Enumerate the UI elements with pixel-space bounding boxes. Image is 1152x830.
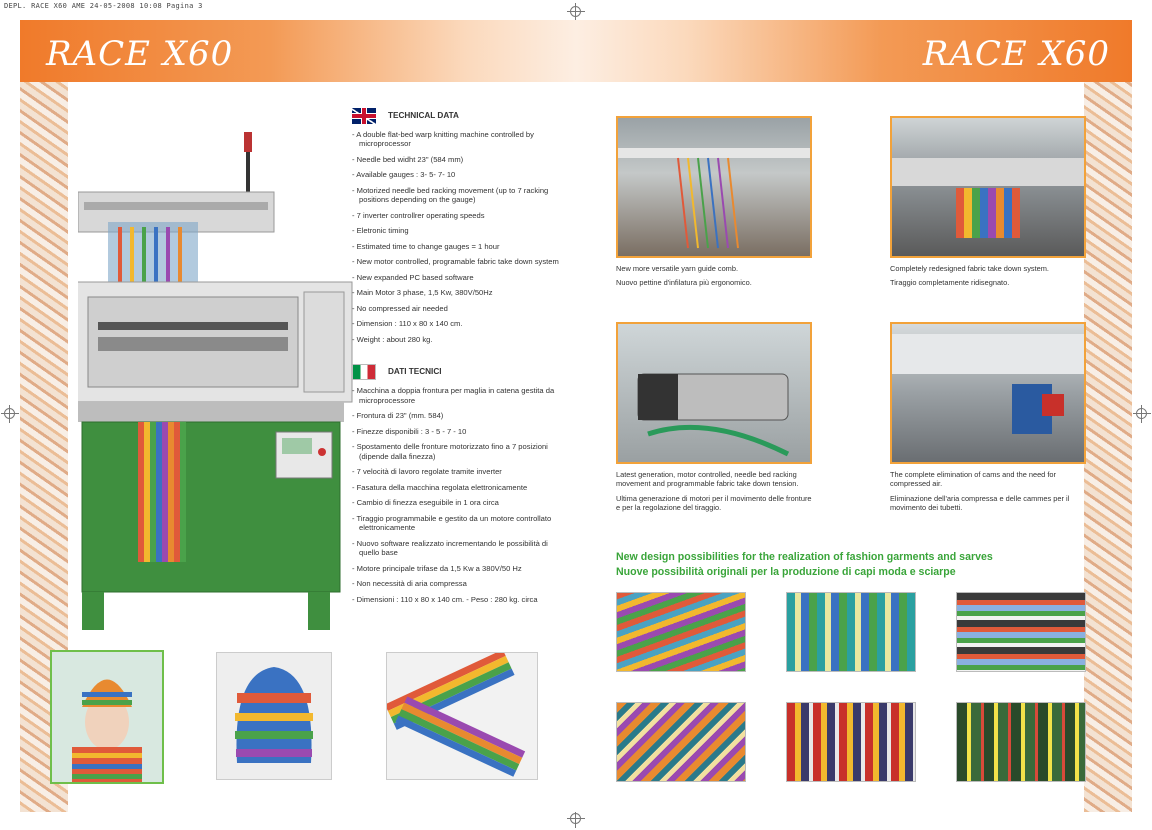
striped-scarf-illustration [387,653,537,779]
list-item: - Spostamento delle fronture motorizzato fino a 7 posizioni (dipende dalla finezza) [352,442,548,461]
striped-hat-illustration [217,653,331,779]
fabric-swatch [956,592,1086,672]
uk-flag-icon [352,108,376,124]
yarn-comb-illustration [618,118,810,256]
list-item: - New expanded PC based software [352,272,474,282]
technical-data-heading [352,108,568,124]
list-item: - Fasatura della macchina regolata elettronicamente [352,482,528,492]
caption-en: New more versatile yarn guide comb. [616,264,738,273]
registration-mark-top [567,3,585,21]
list-item: - New motor controlled, programable fabric take down system [352,257,559,267]
dati-tecnici-list [352,386,568,604]
caption-en: Latest generation, motor controlled, needle bed racking movement and programmable fabric take down tension. [616,470,799,489]
list-item: - Available gauges : 3- 5- 7- 10 [352,170,456,180]
list-item: - Main Motor 3 phase, 1,5 Kw, 380V/50Hz [352,288,493,298]
list-item: - Finezze disponibili : 3 - 5 - 7 - 10 [352,426,467,436]
right-page [576,20,1132,812]
list-item: - Non necessità di aria compressa [352,579,467,589]
yarn-guide-comb-photo [616,116,812,258]
brand-title-right: RACE X60 [922,34,1110,74]
list-item: - 7 velocità di lavoro regolate tramite inverter [352,467,502,477]
caption-it: Tiraggio completamente ridisegnato. [890,278,1010,288]
list-item: - Tiraggio programmabile e gestito da un motore controllato elettronicamente [352,513,552,533]
list-item: - 7 inverter controllrer operating speeds [352,210,485,220]
fabric-swatch [786,702,916,782]
list-item: - Motore principale trifase da 1,5 Kw a 380V/50 Hz [352,563,522,573]
list-item: - Dimensioni : 110 x 80 x 140 cm. - Peso : 280 kg. circa [352,594,538,604]
caption-it: Nuovo pettine d'infilatura più ergonomico. [616,278,752,288]
italy-flag-icon [352,364,376,380]
dati-tecnici-title: DATI TECNICI [388,367,442,377]
brand-title-left: RACE X60 [46,34,234,74]
list-item: - Weight : about 280 kg. [352,334,433,344]
caption-yarn-guide [616,264,816,288]
technical-data-title: TECHNICAL DATA [388,110,459,120]
headline-en: New design possibilities for the realization of fashion garments and sarves [616,551,993,563]
list-item: - Macchina a doppia frontura per maglia in catena gestita da microprocessore [352,386,555,405]
model-hat-photo [50,650,164,784]
caption-take-down [890,264,1100,288]
list-item: - Motorized needle bed racking movement (up to 7 racking positions depending on the gauge) [352,185,549,205]
right-content [576,82,1084,812]
technical-data-list [352,130,568,344]
header-band-left [20,20,576,82]
dati-tecnici-heading [352,364,568,380]
registration-mark-bottom [567,810,585,828]
list-item: - Eletronic timing [352,226,409,236]
caption-racking-motor [616,470,816,512]
registration-mark-left [1,405,19,423]
no-cams-photo [890,322,1086,464]
caption-en: The complete elimination of cams and the need for compressed air. [890,470,1056,489]
registration-mark-right [1133,405,1151,423]
caption-no-cams [890,470,1090,512]
fabric-take-down-photo [890,116,1086,258]
cams-illustration [892,324,1084,462]
left-page [20,20,576,812]
hat-product-photo [216,652,332,780]
print-header: DEPL. RACE X60 AME 24-05-2008 10:08 Pagina 3 [4,2,203,10]
list-item: - A double flat-bed warp knitting machine controlled by microprocessor [352,130,534,149]
fabric-swatch [786,592,916,672]
header-band-right [576,20,1132,82]
racking-motor-photo [616,322,812,464]
fabric-swatch [616,592,746,672]
caption-it: Eliminazione dell'aria compressa e delle cammes per il movimento dei tubetti. [890,493,1070,512]
headline-it: Nuove possibilità originali per la produzione di capi moda e sciarpe [616,566,956,579]
list-item: - Dimension : 110 x 80 x 140 cm. [352,319,463,329]
take-down-illustration [892,118,1084,256]
design-possibilities-headline [616,550,993,581]
fabric-swatch [956,702,1086,782]
list-item: - Nuovo software realizzato incrementando le possibilità di quello base [352,538,548,558]
technical-data-section [352,108,568,610]
list-item: - Estimated time to change gauges = 1 hour [352,241,500,251]
list-item: - Cambio di finezza eseguibile in 1 ora circa [352,498,499,508]
list-item: - No compressed air needed [352,303,448,313]
scarf-product-photo [386,652,538,780]
left-content [68,82,576,812]
list-item: - Needle bed widht 23" (584 mm) [352,154,464,164]
caption-it: Ultima generazione di motori per il movimento delle fronture e per la regolazione del tiraggio. [616,493,812,512]
list-item: - Frontura di 23" (mm. 584) [352,411,444,421]
model-hat-illustration [52,652,162,782]
machine-photo [78,132,354,632]
caption-en: Completely redesigned fabric take down system. [890,264,1049,273]
racking-motor-illustration [618,324,810,462]
fabric-swatch [616,702,746,782]
